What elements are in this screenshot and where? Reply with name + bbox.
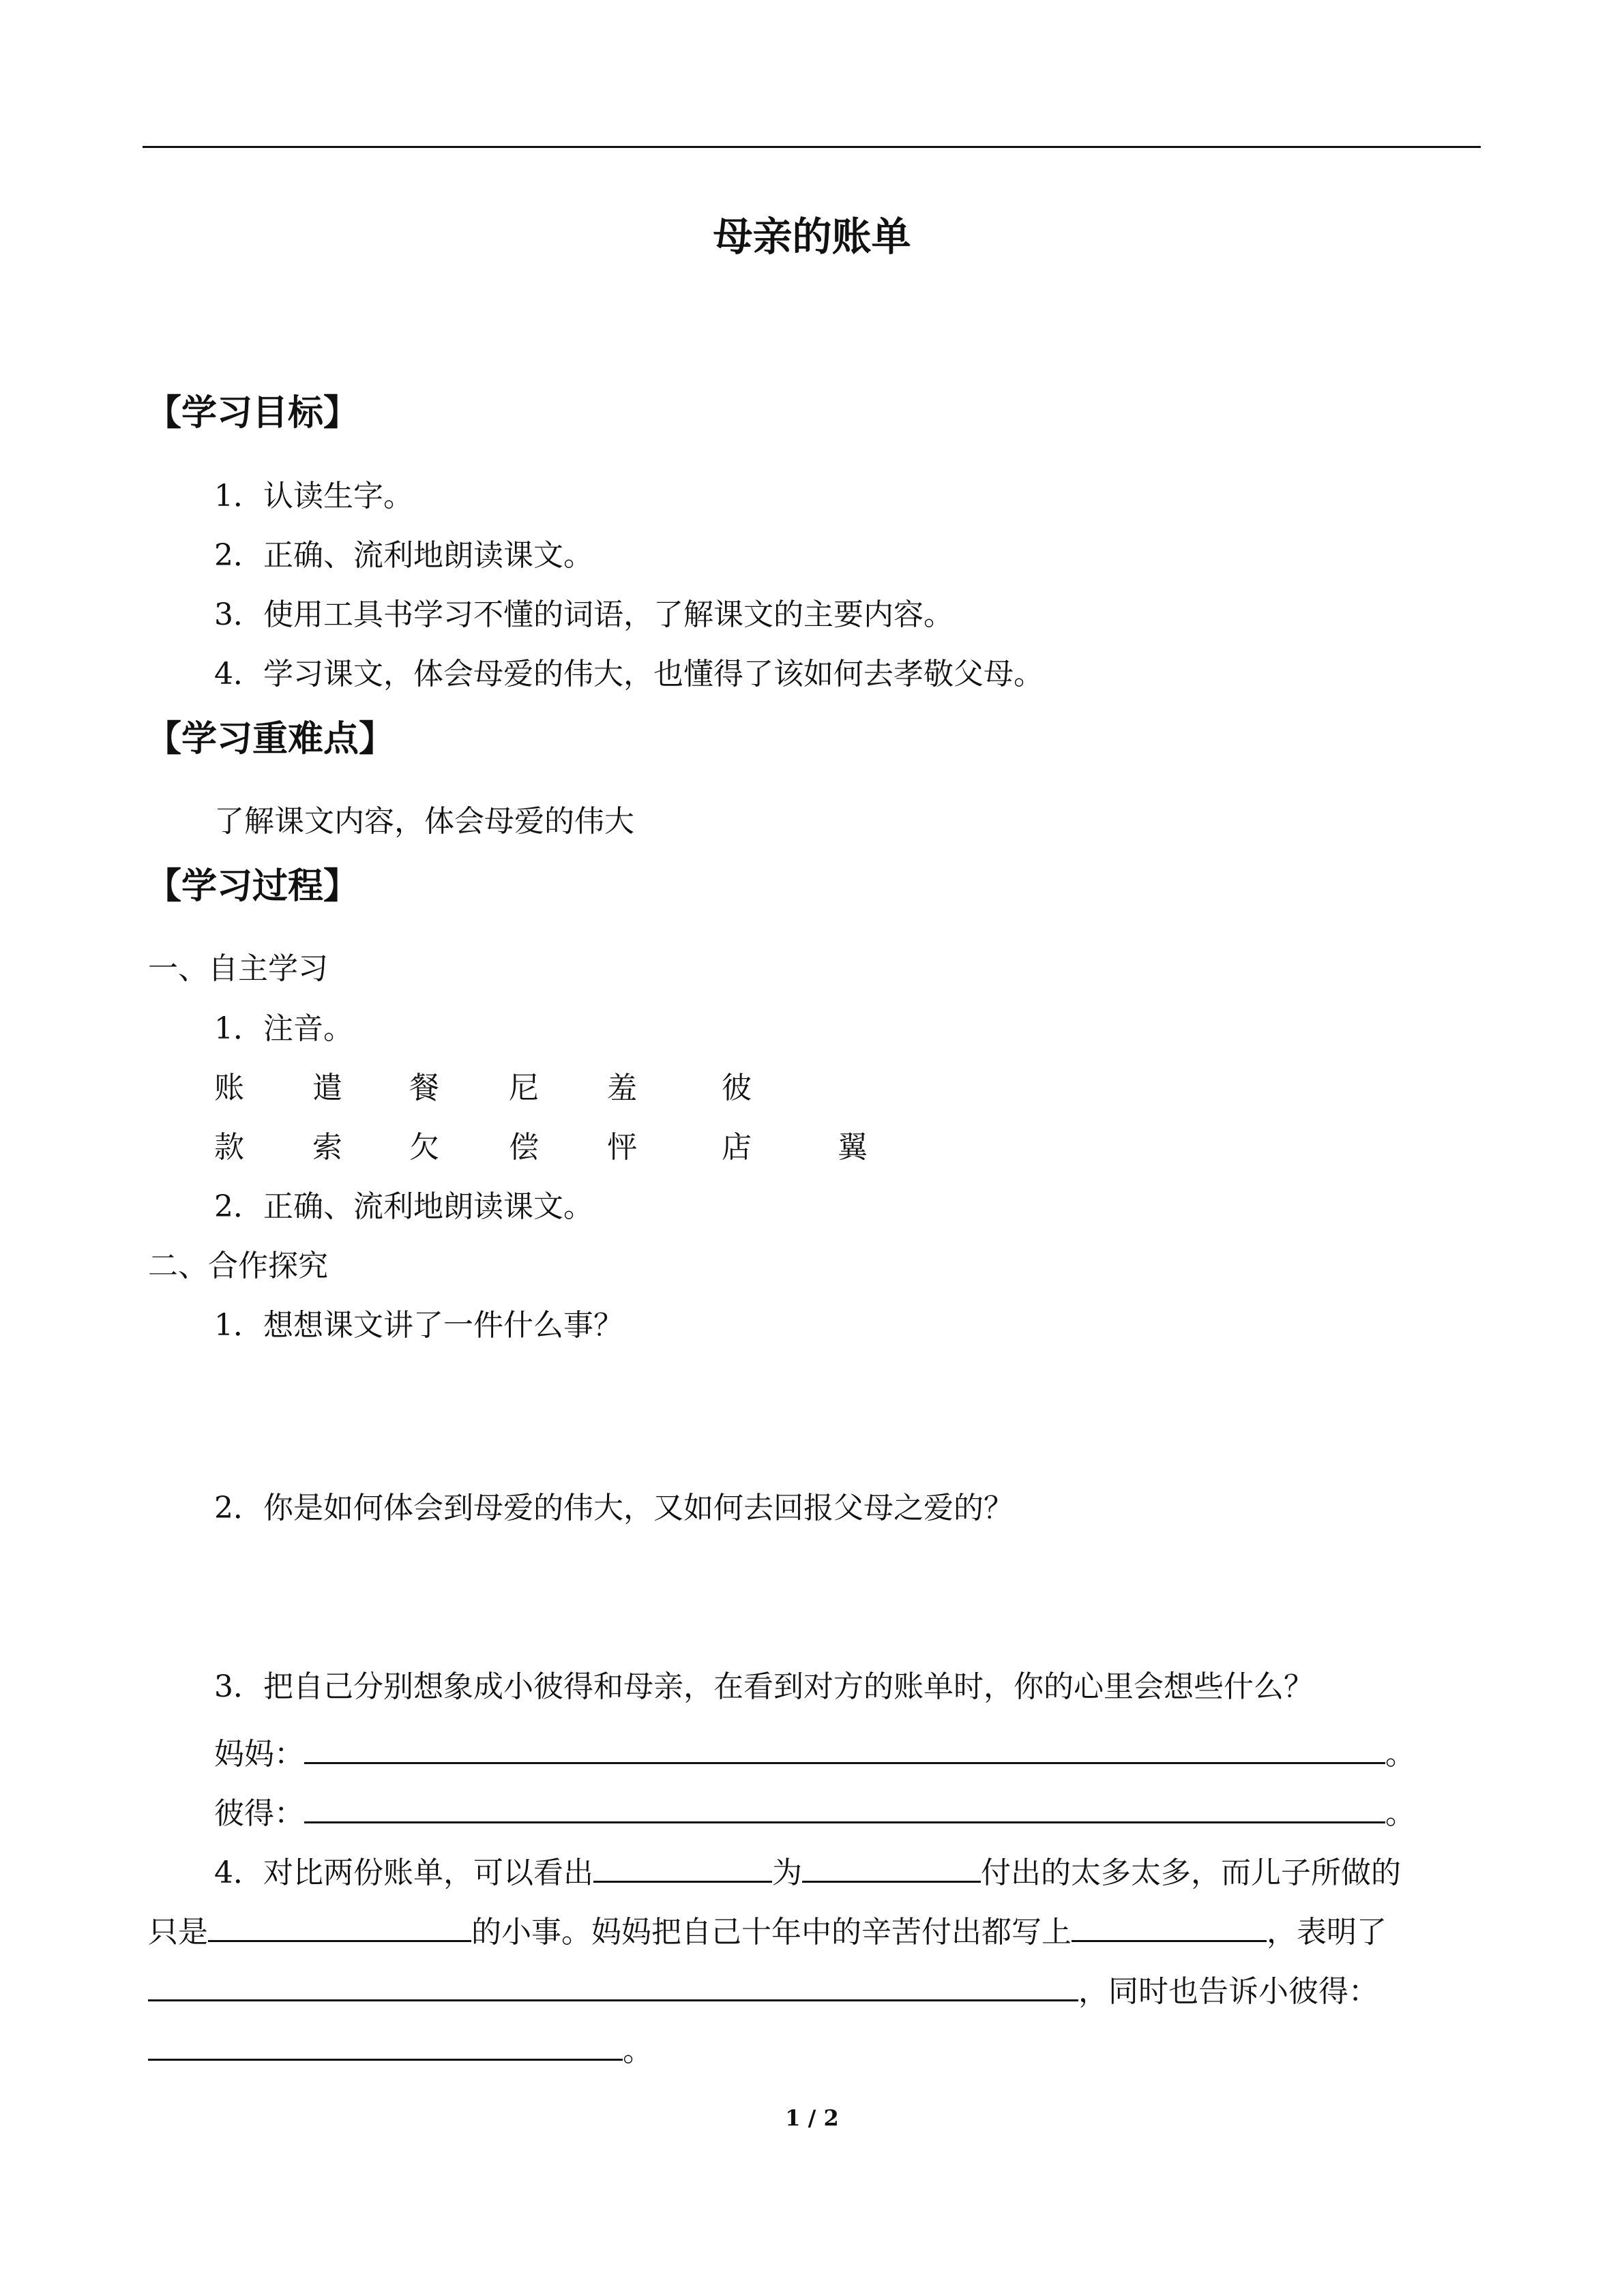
char-item: 羞	[607, 1071, 637, 1105]
process-heading: 【学习过程】	[146, 866, 359, 907]
q4-line-2	[148, 1910, 1387, 1948]
page-number: 1 / 2	[785, 2105, 839, 2131]
mother-answer-line	[214, 1732, 1415, 1770]
q4-line-3	[148, 1969, 1378, 2007]
char-item: 怦	[607, 1130, 637, 1165]
objective-item: 1．认读生字。	[214, 479, 413, 513]
part2-q1: 1．想想课文讲了一件什么事？	[214, 1308, 623, 1343]
period: 。	[1385, 1796, 1415, 1831]
objective-item: 2．正确、流利地朗读课文。	[214, 538, 593, 573]
q4-blank-1[interactable]	[593, 1851, 772, 1883]
char-item: 账	[214, 1071, 244, 1105]
pinyin-char-row-2	[0, 1130, 1624, 1167]
part1-q2: 2．正确、流利地朗读课文。	[214, 1189, 593, 1224]
char-item: 索	[312, 1130, 342, 1165]
q4-blank-6[interactable]	[148, 2029, 623, 2061]
key-points-heading: 【学习重难点】	[146, 719, 395, 760]
part2-q2: 2．你是如何体会到母爱的伟大，又如何去回报父母之爱的？	[214, 1491, 1014, 1525]
char-item: 款	[214, 1130, 244, 1165]
q4-text: 只是	[148, 1915, 208, 1950]
q4-text: ，同时也告诉小彼得：	[1078, 1974, 1378, 2009]
char-item: 彼	[722, 1071, 752, 1105]
mother-label: 妈妈：	[214, 1737, 304, 1772]
char-item: 偿	[509, 1130, 539, 1165]
q4-blank-4[interactable]	[1072, 1910, 1267, 1942]
char-item: 店	[722, 1130, 752, 1165]
q4-text: 付出的太多太多，而儿子所做的	[981, 1855, 1401, 1890]
part2-q3: 3．把自己分别想象成小彼得和母亲，在看到对方的账单时，你的心里会想些什么？	[214, 1669, 1314, 1704]
char-item: 尼	[509, 1071, 539, 1105]
q4-blank-3[interactable]	[208, 1910, 471, 1942]
char-item: 欠	[409, 1130, 439, 1165]
q4-text: 为	[772, 1855, 802, 1890]
period: 。	[1385, 1737, 1415, 1772]
q4-text: 的小事。妈妈把自己十年中的辛苦付出都写上	[471, 1915, 1072, 1950]
peter-answer-blank[interactable]	[304, 1791, 1385, 1823]
objective-item: 4．学习课文，体会母爱的伟大，也懂得了该如何去孝敬父母。	[214, 657, 1044, 691]
q4-line-1	[214, 1851, 1401, 1888]
period: 。	[623, 2033, 653, 2068]
header-rule	[143, 146, 1481, 148]
q4-text: 4．对比两份账单，可以看出	[214, 1855, 593, 1890]
q4-line-4	[148, 2029, 653, 2066]
peter-answer-line	[214, 1791, 1415, 1829]
pinyin-char-row-1	[0, 1073, 1624, 1107]
q4-blank-2[interactable]	[802, 1851, 981, 1883]
peter-label: 彼得：	[214, 1796, 304, 1831]
part1-heading: 一、自主学习	[148, 951, 328, 986]
key-points-text: 了解课文内容，体会母爱的伟大	[214, 804, 634, 839]
mother-answer-blank[interactable]	[304, 1732, 1385, 1764]
q4-blank-5[interactable]	[148, 1969, 1078, 2001]
part2-heading: 二、合作探究	[148, 1249, 328, 1283]
document-title: 母亲的账单	[713, 213, 911, 260]
char-item: 遣	[312, 1071, 342, 1105]
char-item: 翼	[838, 1130, 868, 1165]
part1-q1: 1．注音。	[214, 1011, 353, 1046]
objectives-heading: 【学习目标】	[146, 393, 359, 434]
objective-item: 3．使用工具书学习不懂的词语，了解课文的主要内容。	[214, 597, 954, 632]
q4-text: ，表明了	[1267, 1915, 1387, 1950]
char-item: 餐	[409, 1071, 439, 1105]
